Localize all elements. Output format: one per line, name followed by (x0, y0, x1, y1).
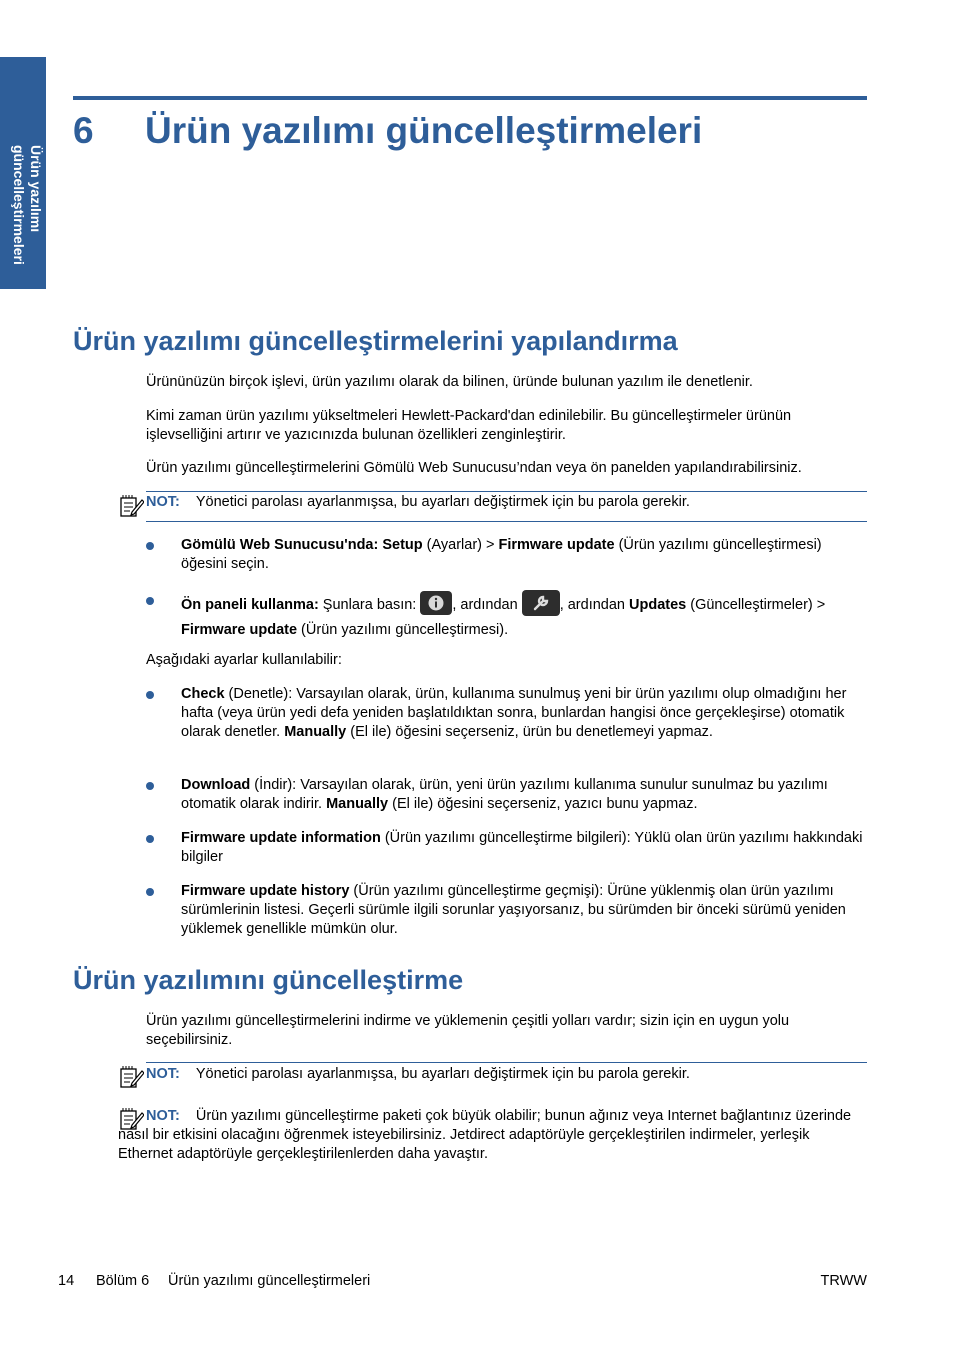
chapter-title (73, 110, 702, 152)
chapter-rule (73, 96, 867, 100)
chapter-title-text: Ürün yazılımı güncelleştirmeleri (145, 110, 703, 151)
bullet1-bold1: Gömülü Web Sunucusu'nda: Setup (181, 537, 423, 553)
footer-chapter: Bölüm 6 (96, 1273, 150, 1289)
setting-check-bold1: Check (181, 686, 225, 702)
note-text: Yönetici parolası ayarlanmışsa, bu ayarları değiştirmek için bu parola gerekir. (195, 1066, 690, 1082)
bullet-marker (146, 597, 154, 605)
bullet-marker (146, 782, 154, 790)
bullet-marker (146, 691, 154, 699)
setting-history-bold1: Firmware update history (181, 883, 350, 899)
setting-check (181, 685, 869, 742)
note-label: NOT: (146, 1108, 180, 1124)
note-text: Ürün yazılımı güncelleştirme paketi çok büyük olabilir; bunun ağınız veya Internet bağlantınız üzerinde nasıl bir etkisini olacağını öğrenmek isteyebilirsiniz. Jetdirect adaptörüyle gerçekleştirilen indirmeler, yerleşik Ethernet adaptörüyle gerçekleştirilenlerden daha yavaştır. (118, 1108, 852, 1162)
note-rule-bottom (146, 521, 867, 522)
bullet2-bold2: Updates (629, 596, 687, 613)
side-tab-line2: güncelleştirmeleri (11, 145, 27, 265)
setting-firmware-history (181, 882, 869, 939)
note-label: NOT: (146, 494, 180, 510)
note-rule-top (146, 1062, 867, 1063)
bullet-marker (146, 835, 154, 843)
setting-check-bold2: Manually (284, 724, 347, 740)
note-icon (118, 494, 144, 518)
footer-title: Ürün yazılımı güncelleştirmeleri (168, 1273, 371, 1289)
bullet1-text1: (Ayarlar) > (422, 537, 499, 553)
section2-para1: Ürün yazılımı güncelleştirmelerini indirme ve yüklemenin çeşitli yolları vardır; sizin için en uygun yolu seçebilirsiniz. (146, 1013, 790, 1048)
section1-heading: Ürün yazılımı güncelleştirmelerini yapılandırma (73, 326, 678, 356)
setting-download-text2: (El ile) öğesini seçerseniz, yazıcı bunu yapmaz. (388, 796, 698, 812)
section1-para2: Kimi zaman ürün yazılımı yükseltmeleri Hewlett-Packard'dan edinilebilir. Bu güncelleştirmeler ürünün işlevselliğini artırır ve yazıcınızda bulunan özellikleri zenginleştirir. (146, 408, 792, 443)
side-tab (0, 57, 46, 289)
section1-para3: Ürün yazılımı güncelleştirmelerini Gömülü Web Sunucusu’ndan veya ön panelden yapılandırabilirsiniz. (146, 460, 802, 476)
setting-check-text2: (El ile) öğesini seçerseniz, ürün bu denetlemeyi yapmaz. (346, 724, 713, 740)
note-label: NOT: (146, 1066, 180, 1082)
setting-download-bold1: Download (181, 777, 251, 793)
bullet2-text3: , ardından (559, 596, 630, 613)
footer-page-number: 14 (58, 1273, 75, 1289)
bullet-marker (146, 888, 154, 896)
bullet2-text1: Şunlara basın: (318, 596, 421, 613)
setting-download-text1: (İndir): Varsayılan olarak, ürün, yeni ürün yazılımı kullanıma sunulur sunulmaz bu yazılımı otomatik olarak indirir. (181, 777, 828, 812)
setting-info-text1: (Ürün yazılımı güncelleştirme bilgileri): Yüklü olan ürün yazılımı hakkındaki bilgiler (181, 830, 863, 865)
section2-note1 (146, 1065, 868, 1084)
bullet2-bold1: Ön paneli kullanma: (181, 596, 319, 613)
setting-check-text1: (Denetle): Varsayılan olarak, ürün, kullanıma sunulmuş yeni bir ürün yazılımı olup olmadığını her hafta (veya ürün yedi defa yeniden başlatıldıktan sonra, bunlardan hangisi önce gerçekleşirse) otomatik olarak denetler. (181, 686, 847, 740)
section2-heading: Ürün yazılımını güncelleştirme (73, 965, 464, 995)
info-icon (420, 591, 452, 615)
note-rule-top (146, 491, 867, 492)
setting-download (181, 776, 869, 814)
side-tab-line1: Ürün yazılımı (28, 145, 44, 233)
bullet2-text4: (Güncelleştirmeler) > (686, 596, 826, 613)
bullet-marker (146, 542, 154, 550)
bullet2-bold3: Firmware update (181, 622, 298, 638)
settings-intro: Aşağıdaki ayarlar kullanılabilir: (146, 652, 342, 668)
footer-right: TRWW (820, 1273, 867, 1289)
bullet2-text2: , ardından (452, 596, 522, 613)
chapter-number: 6 (73, 110, 94, 151)
section1-para1: Ürününüzün birçok işlevi, ürün yazılımı olarak da bilinen, üründe bulunan yazılım ile denetlenir. (146, 374, 753, 390)
bullet1-text2: (Ürün yazılımı güncelleştirmesi) öğesini seçin. (181, 537, 822, 572)
note-text: Yönetici parolası ayarlanmışsa, bu ayarları değiştirmek için bu parola gerekir. (195, 494, 690, 510)
side-tab-label (4, 145, 44, 265)
bullet-item-front-panel (181, 592, 869, 643)
section1-note (146, 493, 868, 512)
section2-note2 (118, 1107, 868, 1164)
note-icon (118, 1065, 144, 1089)
setting-history-text1: (Ürün yazılımı güncelleştirme geçmişi): Ürüne yüklenmiş olan ürün yazılımı sürümlerinin listesi. Geçerli sürümle ilgili sorunlar yaşıyorsanız, bu sürümden bir önceki sürümü yeniden yüklemek genellikle mümkün olur. (181, 883, 846, 937)
wrench-icon (522, 590, 560, 616)
setting-info-bold1: Firmware update information (181, 830, 381, 846)
setting-firmware-info (181, 829, 869, 867)
bullet2-text5: (Ürün yazılımı güncelleştirmesi). (297, 622, 509, 638)
bullet1-bold2: Firmware update (498, 537, 615, 553)
setting-download-bold2: Manually (326, 796, 389, 812)
bullet-item-web-server (181, 536, 869, 574)
